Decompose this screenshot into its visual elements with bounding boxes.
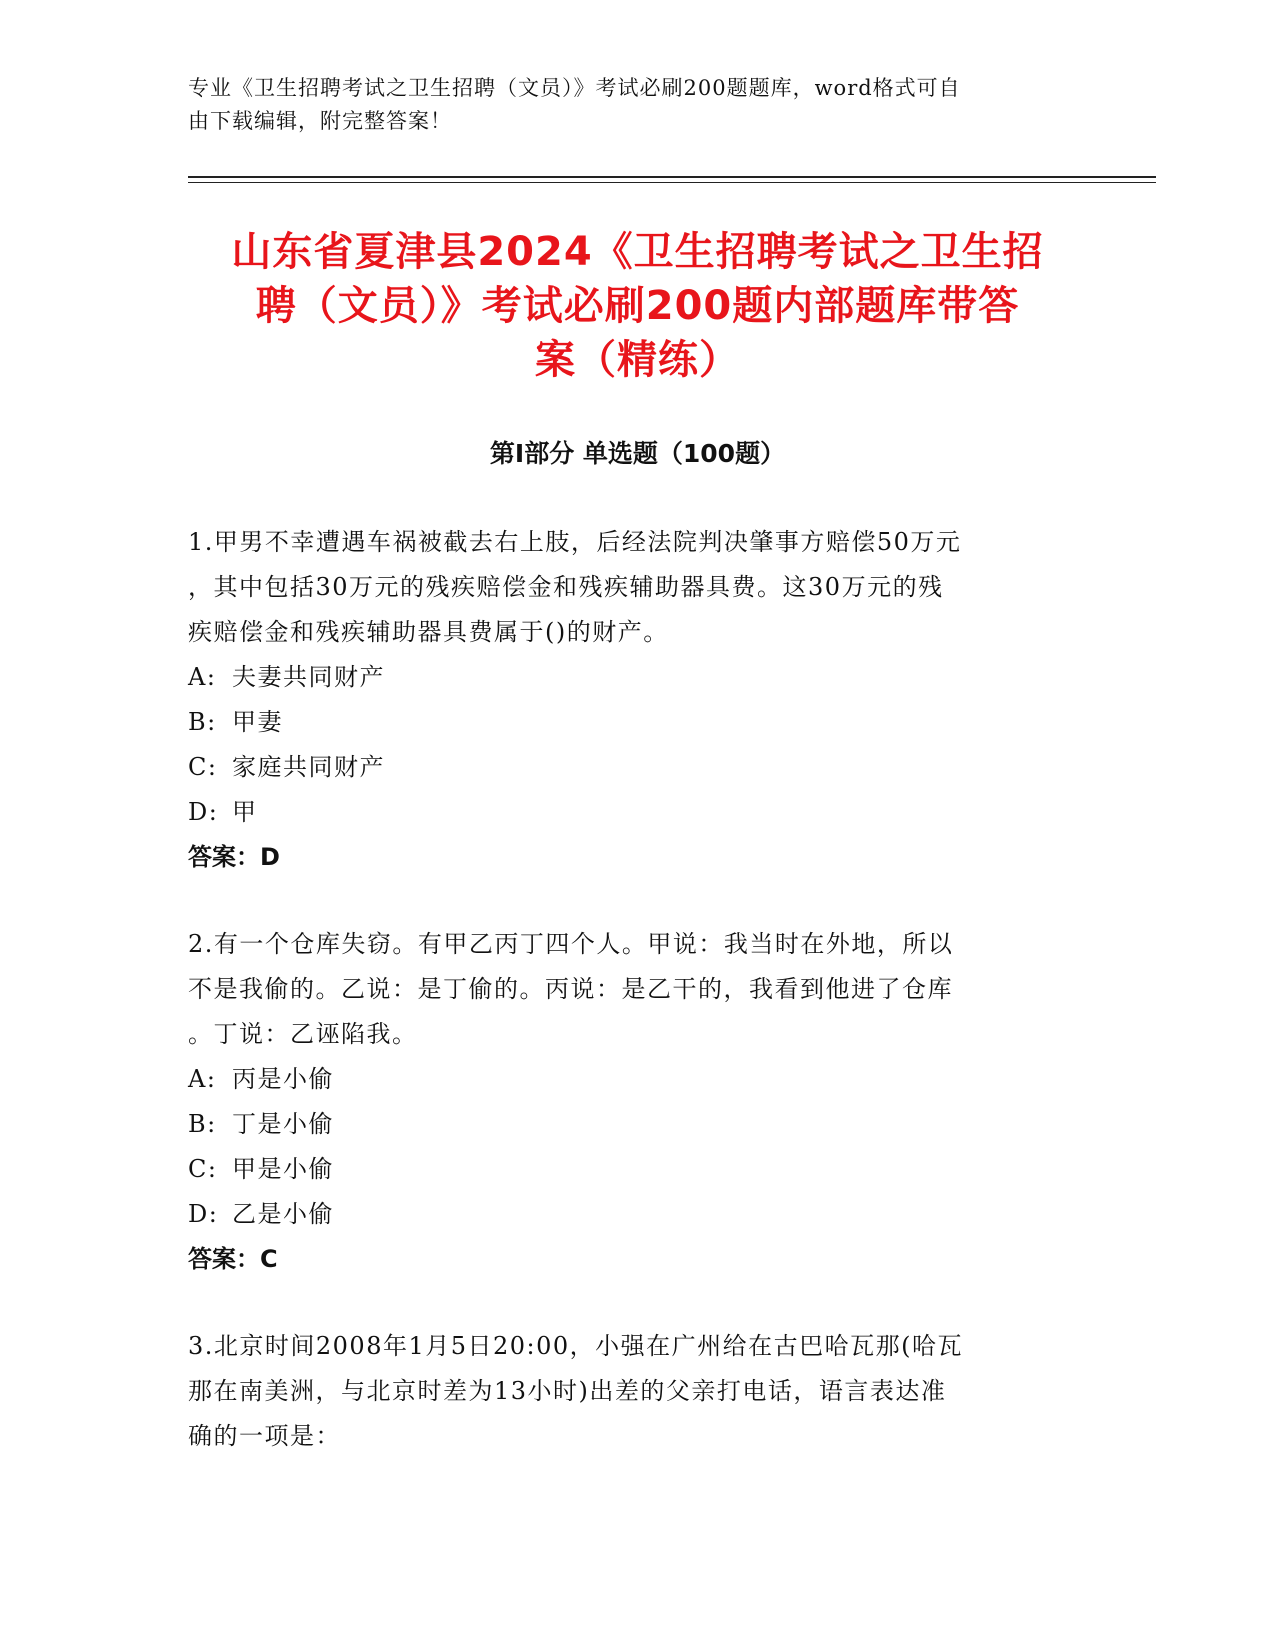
- option-key: C:: [188, 1155, 218, 1183]
- option-key: B:: [188, 708, 217, 736]
- question-stem-line: 那在南美洲，与北京时差为13小时)出差的父亲打电话，语言表达准: [188, 1377, 947, 1405]
- section-title: 第Ⅰ部分 单选题（100题）: [489, 439, 786, 468]
- option-key: A:: [188, 1065, 217, 1093]
- header-note-line: 专业《卫生招聘考试之卫生招聘（文员）》考试必刷200题题库，word格式可自: [188, 76, 961, 100]
- question-stem: [188, 922, 1088, 1057]
- question-stem-line: 确的一项是：: [188, 1422, 341, 1450]
- answer-text: 答案：D: [188, 843, 280, 871]
- option-text: 甲妻: [232, 708, 283, 736]
- header-divider-thick: [188, 176, 1156, 178]
- option-d: [188, 790, 1088, 835]
- option-c: [188, 745, 1088, 790]
- header-note: [188, 72, 1068, 138]
- answer-text: 答案：C: [188, 1245, 278, 1273]
- question-stem: [188, 1324, 1088, 1459]
- question-stem: [188, 520, 1088, 655]
- question-stem-line: 不是我偷的。乙说：是丁偷的。丙说：是乙干的，我看到他进了仓库: [188, 975, 953, 1003]
- option-key: D:: [188, 798, 219, 826]
- option-a: [188, 655, 1088, 700]
- option-c: [188, 1147, 1088, 1192]
- header-note-line: 由下载编辑，附完整答案！: [188, 109, 452, 133]
- question-stem-line: 2.有一个仓库失窃。有甲乙丙丁四个人。甲说：我当时在外地，所以: [188, 930, 954, 958]
- document-title-line: 山东省夏津县2024《卫生招聘考试之卫生招: [231, 229, 1044, 275]
- question-3: [188, 1324, 1088, 1459]
- option-text: 丁是小偷: [232, 1110, 334, 1138]
- document-title-line: 聘（文员）》考试必刷200题内部题库带答: [255, 283, 1020, 329]
- document-title: [170, 225, 1105, 387]
- option-d: [188, 1192, 1088, 1237]
- document-title-line: 案（精练）: [535, 337, 740, 383]
- option-text: 夫妻共同财产: [232, 663, 385, 691]
- option-key: B:: [188, 1110, 217, 1138]
- question-stem-line: 。丁说：乙诬陷我。: [188, 1020, 418, 1048]
- question-stem-line: 3.北京时间2008年1月5日20:00，小强在广州给在古巴哈瓦那(哈瓦: [188, 1332, 964, 1360]
- option-b: [188, 1102, 1088, 1147]
- option-text: 甲是小偷: [232, 1155, 334, 1183]
- question-2: [188, 922, 1088, 1282]
- question-stem-line: ，其中包括30万元的残疾赔偿金和残疾辅助器具费。这30万元的残: [188, 573, 944, 601]
- option-a: [188, 1057, 1088, 1102]
- option-text: 家庭共同财产: [232, 753, 385, 781]
- question-stem-line: 1.甲男不幸遭遇车祸被截去右上肢，后经法院判决肇事方赔偿50万元: [188, 528, 962, 556]
- header-divider-thin: [188, 182, 1156, 183]
- question-1: [188, 520, 1088, 880]
- question-stem-line: 疾赔偿金和残疾辅助器具费属于()的财产。: [188, 618, 669, 646]
- option-key: C:: [188, 753, 218, 781]
- option-key: D:: [188, 1200, 219, 1228]
- option-b: [188, 700, 1088, 745]
- option-text: 甲: [232, 798, 258, 826]
- option-text: 丙是小偷: [232, 1065, 334, 1093]
- option-key: A:: [188, 663, 217, 691]
- option-text: 乙是小偷: [232, 1200, 334, 1228]
